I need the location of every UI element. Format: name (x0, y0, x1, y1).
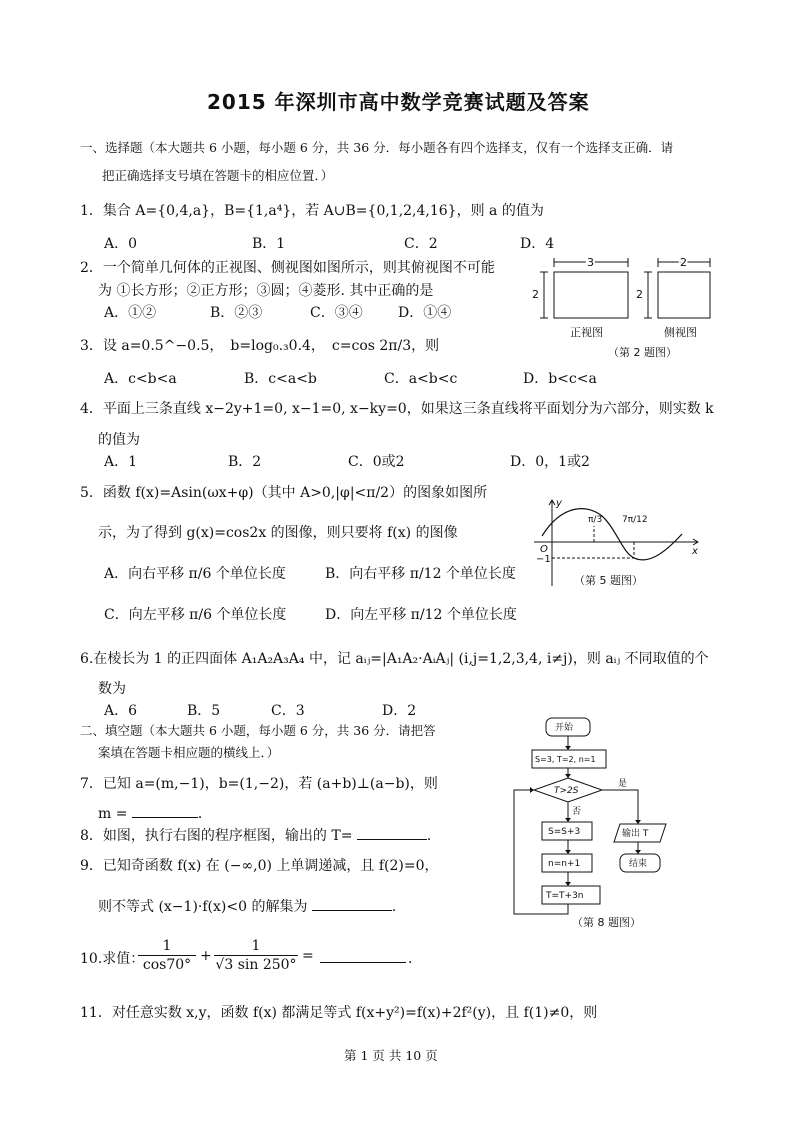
q9-answer-line: 则不等式 (x−1)·f(x)<0 的解集为 ． (98, 896, 406, 916)
q7-answer-blank[interactable] (132, 803, 198, 818)
q10-num2: 1 (214, 938, 298, 956)
q3-stem: 3．设 a=0.5^−0.5， b=log₀.₃0.4， c=cos 2π/3，则 (80, 338, 440, 354)
flow-cond: T>2S (554, 786, 579, 796)
flow-out: 输出 T (622, 829, 649, 839)
q2-front-height: 2 (532, 288, 539, 301)
q7-stem: 7．已知 a=(m,−1)，b=(1,−2)，若 (a+b)⊥(a−b)，则 (80, 776, 438, 792)
q6-stem-line2: 数为 (98, 681, 126, 697)
q10-answer-blank[interactable] (320, 948, 406, 963)
q1-option-b: B．1 (252, 236, 286, 252)
q6-option-a: A．6 (104, 703, 138, 719)
q10-frac2 (214, 938, 298, 974)
q5-caption: （第 5 题图） (574, 574, 643, 587)
q10-num1: 1 (138, 938, 196, 956)
q5-option-c: C．向左平移 π/6 个单位长度 (104, 607, 287, 623)
q7-stem2: m = (98, 806, 128, 822)
flow-start: 开始 (555, 723, 574, 733)
q2-side-width: 2 (680, 258, 687, 269)
q7-answer-line: m = ． (98, 803, 212, 823)
q2-figure (530, 258, 730, 362)
q8-line: 8．如图，执行右图的程序框图，输出的 T= ． (80, 825, 441, 845)
q5-origin: O (540, 544, 548, 555)
q8-stem: 8．如图，执行右图的程序框图，输出的 T= (80, 828, 353, 844)
flow-t-step: T=T+3n (546, 891, 584, 901)
q8-answer-blank[interactable] (357, 825, 427, 840)
q2-side-label: 侧视图 (664, 326, 697, 339)
flow-end: 结束 (629, 859, 648, 869)
q4-option-a: A．1 (104, 454, 138, 470)
flow-s-step: S=S+3 (548, 827, 581, 837)
flow-n-step: n=n+1 (548, 859, 581, 869)
q4-stem-line1: 4．平面上三条直线 x−2y+1=0, x−1=0, x−ky=0，如果这三条直线将平面划分为六部分，则实数 k (80, 401, 714, 417)
flow-caption: （第 8 题图） (572, 916, 641, 929)
q5-stem-line2: 示，为了得到 g(x)=cos2x 的图像，则只要将 f(x) 的图像 (98, 525, 458, 541)
q1-option-c: C．2 (404, 236, 438, 252)
q4-option-c: C．0或2 (348, 454, 405, 470)
q6-option-d: D．2 (382, 703, 417, 719)
q10-den2: √3 sin 250° (215, 957, 297, 973)
q5-xlabel: x (692, 546, 698, 557)
section1-heading: 一、选择题（本大题共 6 小题，每小题 6 分，共 36 分．每小题各有四个选择支，仅有一个选择支正确．请 (80, 140, 674, 155)
q5-yneg: −1 (536, 554, 551, 565)
q5-figure (532, 496, 702, 590)
q2-caption: （第 2 题图） (608, 346, 677, 359)
q4-option-d: D．0，1或2 (510, 454, 590, 470)
q10-den1: cos70° (142, 957, 192, 973)
q11-stem: 11．对任意实数 x,y，函数 f(x) 都满足等式 f(x+y²)=f(x)+2f²(y)，且 f(1)≠0，则 (80, 1005, 598, 1021)
q3-option-d: D．b<c<a (523, 371, 597, 387)
q2-option-c: C．③④ (310, 305, 363, 321)
q5-option-a: A．向右平移 π/6 个单位长度 (104, 566, 286, 582)
q10-frac1 (138, 938, 196, 974)
q2-option-b: B．②③ (210, 305, 263, 321)
q5-option-b: B．向右平移 π/12 个单位长度 (325, 566, 516, 582)
page-title: 2015 年深圳市高中数学竞赛试题及答案 (207, 90, 590, 114)
q6-option-b: B．5 (187, 703, 221, 719)
q2-option-a: A．①② (104, 305, 157, 321)
flow-yes: 是 (618, 779, 628, 789)
section1-heading-cont: 把正确选择支号填在答题卡的相应位置．） (102, 168, 334, 183)
q3-option-b: B．c<a<b (244, 371, 317, 387)
q2-front-width: 3 (587, 258, 594, 269)
q1-stem: 1．集合 A={0,4,a}，B={1,a⁴}，若 A∪B={0,1,2,4,16}，则 a 的值为 (80, 203, 544, 219)
q5-tick2: 7π/12 (622, 515, 648, 525)
q2-stem-line2: 为 ①长方形；②正方形；③圆；④菱形. 其中正确的是 (98, 283, 434, 299)
q6-option-c: C．3 (271, 703, 305, 719)
q9-stem: 9．已知奇函数 f(x) 在 (−∞,0) 上单调递减，且 f(2)=0， (80, 858, 439, 874)
q8-flowchart (508, 714, 696, 930)
q10-prefix: 10.求值： (80, 951, 145, 967)
q5-option-d: D．向左平移 π/12 个单位长度 (325, 607, 517, 623)
flow-no: 否 (572, 807, 582, 817)
q5-stem-line1: 5．函数 f(x)=Asin(ωx+φ)（其中 A>0,|φ|<π/2）的图象如图所 (80, 485, 488, 501)
q5-ylabel: y (556, 498, 562, 509)
q2-option-d: D．①④ (398, 305, 452, 321)
q2-stem-line1: 2．一个简单几何体的正视图、侧视图如图所示，则其俯视图不可能 (80, 260, 495, 276)
section2-heading-cont: 案填在答题卡相应题的横线上．） (98, 745, 280, 760)
section2-heading: 二、填空题（本大题共 6 小题，每小题 6 分，共 36 分．请把答 (80, 723, 436, 738)
q4-option-b: B．2 (228, 454, 262, 470)
q1-option-a: A．0 (104, 236, 138, 252)
q3-option-c: C．a<b<c (384, 371, 458, 387)
q3-option-a: A．c<b<a (104, 371, 177, 387)
flow-init: S=3, T=2, n=1 (535, 755, 596, 764)
q9-answer-blank[interactable] (312, 896, 392, 911)
q9-stem2: 则不等式 (x−1)·f(x)<0 的解集为 (98, 899, 308, 915)
q1-option-d: D．4 (520, 236, 555, 252)
q2-side-height: 2 (636, 288, 643, 301)
q6-stem-line1: 6.在棱长为 1 的正四面体 A₁A₂A₃A₄ 中，记 aᵢⱼ=|A₁A₂·AᵢAⱼ| (i,j=1,2,3,4, i≠j)，则 aᵢⱼ 不同取值的个 (80, 651, 709, 667)
q4-stem-line2: 的值为 (98, 432, 140, 448)
page-footer: 第 1 页 共 10 页 (344, 1048, 438, 1063)
q2-front-label: 正视图 (570, 326, 603, 339)
q5-tick1: π/3 (588, 515, 603, 525)
